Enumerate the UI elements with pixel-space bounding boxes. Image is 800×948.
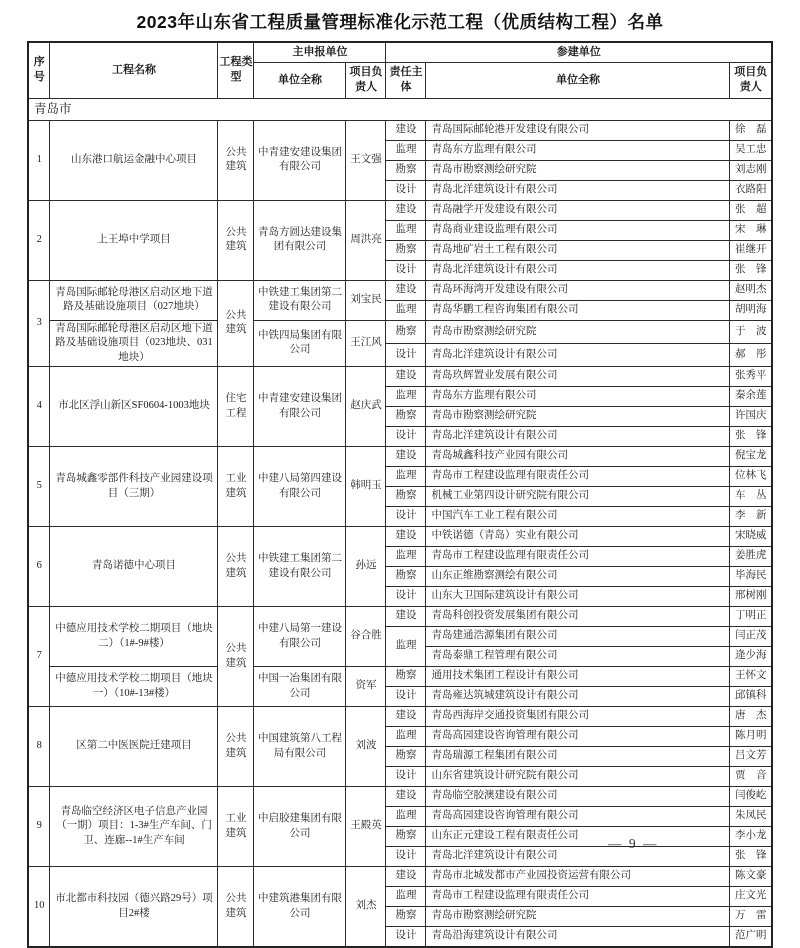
role-cell: 勘察 [386,160,426,180]
main-unit-cell: 中建八局第一建设有限公司 [254,607,346,667]
seq-cell: 2 [28,200,50,280]
participant-unit-cell: 青岛东方监理有限公司 [426,140,730,160]
header-seq: 序号 [28,42,50,98]
participant-unit-cell: 青岛市工程建设监理有限责任公司 [426,547,730,567]
seq-cell: 10 [28,867,50,948]
participant-unit-cell: 山东正元建设工程有限责任公司 [426,827,730,847]
main-unit-cell: 中青建安建设集团有限公司 [254,367,346,447]
project-name-cell: 青岛国际邮轮母港区启动区地下道路及基础设施项目（023地块、031地块） [50,320,218,366]
participant-unit-cell: 青岛沿海建筑设计有限公司 [426,927,730,948]
role-cell: 监理 [386,807,426,827]
section-city-label: 青岛市 [28,98,772,120]
project-name-cell: 山东港口航运金融中心项目 [50,120,218,200]
role-cell: 勘察 [386,567,426,587]
seq-cell: 8 [28,707,50,787]
participant-leader-cell: 宋晓威 [730,527,772,547]
participant-leader-cell: 倪宝龙 [730,447,772,467]
role-cell: 监理 [386,140,426,160]
participant-unit-cell: 青岛北洋建筑设计有限公司 [426,427,730,447]
header-main-applicant-group: 主申报单位 [254,42,386,63]
main-leader-cell: 孙远 [346,527,386,607]
participant-unit-cell: 青岛北洋建筑设计有限公司 [426,847,730,867]
role-cell: 勘察 [386,667,426,687]
main-unit-cell: 中建筑港集团有限公司 [254,867,346,948]
participant-unit-cell: 青岛泰鼎工程管理有限公司 [426,647,730,667]
role-cell: 设计 [386,767,426,787]
participant-leader-cell: 秦余莲 [730,387,772,407]
main-unit-cell: 中铁建工集团第二建设有限公司 [254,280,346,320]
role-cell: 设计 [386,687,426,707]
participant-unit-cell: 青岛市勘察测绘研究院 [426,907,730,927]
main-unit-cell: 青岛方圆达建设集团有限公司 [254,200,346,280]
participant-unit-cell: 青岛地矿岩土工程有限公司 [426,240,730,260]
participant-leader-cell: 崔继开 [730,240,772,260]
projects-table [27,41,773,948]
participant-unit-cell: 青岛高园建设咨询管理有限公司 [426,807,730,827]
main-leader-cell: 王文强 [346,120,386,200]
participant-leader-cell: 李小龙 [730,827,772,847]
participant-unit-cell: 山东大卫国际建筑设计有限公司 [426,587,730,607]
seq-cell: 5 [28,447,50,527]
participant-unit-cell: 青岛北洋建筑设计有限公司 [426,180,730,200]
project-name-cell: 中德应用技术学校二期项目（地块二）（1#-9#楼） [50,607,218,667]
participant-leader-cell: 王怀文 [730,667,772,687]
header-unit-name: 单位全称 [426,63,730,98]
participant-leader-cell: 万 雷 [730,907,772,927]
header-project-type: 工程类型 [218,42,254,98]
main-unit-cell: 中青建安建设集团有限公司 [254,120,346,200]
participant-unit-cell: 山东正维勘察测绘有限公司 [426,567,730,587]
participant-unit-cell: 青岛国际邮轮港开发建设有限公司 [426,120,730,140]
role-cell: 建设 [386,367,426,387]
participant-unit-cell: 中铁诺德（青岛）实业有限公司 [426,527,730,547]
participant-unit-cell: 青岛高园建设咨询管理有限公司 [426,727,730,747]
table-body [28,98,772,947]
role-cell: 监理 [386,220,426,240]
participant-leader-cell: 位林飞 [730,467,772,487]
seq-cell: 1 [28,120,50,200]
table-row [28,787,772,807]
project-name-cell: 上王埠中学项目 [50,200,218,280]
role-cell: 建设 [386,607,426,627]
header-main-leader: 项目负责人 [346,63,386,98]
participant-leader-cell: 陈月明 [730,727,772,747]
role-cell: 勘察 [386,320,426,343]
header-row-1 [28,42,772,63]
participant-leader-cell: 贾 音 [730,767,772,787]
table-row [28,280,772,300]
participant-leader-cell: 陈文豪 [730,867,772,887]
project-type-cell: 公共建筑 [218,867,254,948]
table-row [28,867,772,887]
participant-leader-cell: 闫俊屹 [730,787,772,807]
role-cell: 设计 [386,260,426,280]
main-leader-cell: 赵庆武 [346,367,386,447]
participant-unit-cell: 通用技术集团工程设计有限公司 [426,667,730,687]
role-cell: 建设 [386,200,426,220]
participant-unit-cell: 青岛市勘察测绘研究院 [426,320,730,343]
participant-leader-cell: 徐 磊 [730,120,772,140]
project-type-cell: 公共建筑 [218,607,254,707]
role-cell: 勘察 [386,240,426,260]
role-cell: 设计 [386,427,426,447]
participant-leader-cell: 毕海民 [730,567,772,587]
main-leader-cell: 王殿英 [346,787,386,867]
main-leader-cell: 谷合胜 [346,607,386,667]
participant-unit-cell: 青岛瑞源工程集团有限公司 [426,747,730,767]
role-cell: 监理 [386,887,426,907]
participant-leader-cell: 丁明正 [730,607,772,627]
role-cell: 监理 [386,727,426,747]
participant-unit-cell: 机械工业第四设计研究院有限公司 [426,487,730,507]
participant-leader-cell: 朱凤民 [730,807,772,827]
participant-leader-cell: 胡明海 [730,300,772,320]
project-name-cell: 区第二中医医院迁建项目 [50,707,218,787]
participant-unit-cell: 青岛市勘察测绘研究院 [426,407,730,427]
seq-cell: 3 [28,280,50,366]
project-name-cell: 市北都市科技园（德兴路29号）项目2#楼 [50,867,218,948]
role-cell: 建设 [386,447,426,467]
seq-cell: 7 [28,607,50,707]
participant-leader-cell: 车 丛 [730,487,772,507]
seq-cell: 6 [28,527,50,607]
main-leader-cell: 王江风 [346,320,386,366]
role-cell: 建设 [386,527,426,547]
participant-unit-cell: 青岛环海湾开发建设有限公司 [426,280,730,300]
participant-leader-cell: 闫正茂 [730,627,772,647]
table-row [28,607,772,627]
project-type-cell: 公共建筑 [218,527,254,607]
participant-unit-cell: 青岛市工程建设监理有限责任公司 [426,467,730,487]
project-type-cell: 工业建筑 [218,447,254,527]
role-cell: 设计 [386,507,426,527]
main-leader-cell: 刘杰 [346,867,386,948]
participant-unit-cell: 青岛雍达筑城建筑设计有限公司 [426,687,730,707]
header-leader: 项目负责人 [730,63,772,98]
participant-leader-cell: 邱镇科 [730,687,772,707]
project-name-cell: 青岛国际邮轮母港区启动区地下道路及基础设施项目（027地块） [50,280,218,320]
role-cell: 建设 [386,867,426,887]
participant-leader-cell: 吕文芳 [730,747,772,767]
role-cell: 监理 [386,387,426,407]
main-unit-cell: 中铁建工集团第二建设有限公司 [254,527,346,607]
project-type-cell: 公共建筑 [218,280,254,366]
participant-unit-cell: 青岛城鑫科技产业园有限公司 [426,447,730,467]
main-leader-cell: 韩明玉 [346,447,386,527]
participant-unit-cell: 青岛市勘察测绘研究院 [426,160,730,180]
project-name-cell: 青岛城鑫零部件科技产业园建设项目（三期） [50,447,218,527]
participant-unit-cell: 山东省建筑设计研究院有限公司 [426,767,730,787]
participant-leader-cell: 张 锋 [730,260,772,280]
main-unit-cell: 中铁四局集团有限公司 [254,320,346,366]
main-leader-cell: 刘宝民 [346,280,386,320]
role-cell: 设计 [386,180,426,200]
seq-cell: 4 [28,367,50,447]
participant-unit-cell: 青岛融学开发建设有限公司 [426,200,730,220]
role-cell: 监理 [386,300,426,320]
table-row [28,527,772,547]
project-type-cell: 公共建筑 [218,707,254,787]
table-header [28,42,772,98]
main-unit-cell: 中国一冶集团有限公司 [254,667,346,707]
table-row [28,200,772,220]
participant-leader-cell: 李 新 [730,507,772,527]
participant-leader-cell: 庄文光 [730,887,772,907]
main-leader-cell: 周洪亮 [346,200,386,280]
participant-leader-cell: 张 锋 [730,847,772,867]
participant-leader-cell: 唐 杰 [730,707,772,727]
role-cell: 勘察 [386,407,426,427]
role-cell: 勘察 [386,827,426,847]
participant-leader-cell: 许国庆 [730,407,772,427]
table-row [28,120,772,140]
participant-unit-cell: 中国汽车工业工程有限公司 [426,507,730,527]
main-leader-cell: 资军 [346,667,386,707]
participant-unit-cell: 青岛玖辉置业发展有限公司 [426,367,730,387]
header-main-unit-name: 单位全称 [254,63,346,98]
main-unit-cell: 中国建筑第八工程局有限公司 [254,707,346,787]
role-cell: 建设 [386,280,426,300]
seq-cell: 9 [28,787,50,867]
main-unit-cell: 中建八局第四建设有限公司 [254,447,346,527]
header-participants-group: 参建单位 [386,42,772,63]
table-row [28,367,772,387]
role-cell: 监理 [386,627,426,667]
participant-leader-cell: 郝 彤 [730,343,772,366]
participant-leader-cell: 张 锋 [730,427,772,447]
participant-unit-cell: 青岛北洋建筑设计有限公司 [426,260,730,280]
participant-unit-cell: 青岛西海岸交通投资集团有限公司 [426,707,730,727]
table-row [28,320,772,343]
page-title: 2023年山东省工程质量管理标准化示范工程（优质结构工程）名单 [136,12,664,32]
participant-unit-cell: 青岛市北城发都市产业园投资运营有限公司 [426,867,730,887]
table-row [28,667,772,687]
participant-leader-cell: 邢树刚 [730,587,772,607]
participant-leader-cell: 赵明杰 [730,280,772,300]
role-cell: 监理 [386,547,426,567]
role-cell: 勘察 [386,487,426,507]
participant-leader-cell: 吴工忠 [730,140,772,160]
project-type-cell: 住宅工程 [218,367,254,447]
participant-unit-cell: 青岛华鹏工程咨询集团有限公司 [426,300,730,320]
participant-leader-cell: 于 波 [730,320,772,343]
page-number: — 9 — [608,836,659,851]
participant-unit-cell: 青岛北洋建筑设计有限公司 [426,343,730,366]
table-row [28,707,772,727]
project-type-cell: 公共建筑 [218,200,254,280]
participant-unit-cell: 青岛建通浩源集团有限公司 [426,627,730,647]
project-name-cell: 青岛诺德中心项目 [50,527,218,607]
project-name-cell: 中德应用技术学校二期项目（地块一）（10#-13#楼） [50,667,218,707]
participant-leader-cell: 范广明 [730,927,772,948]
role-cell: 建设 [386,787,426,807]
participant-leader-cell: 逄少海 [730,647,772,667]
project-name-cell: 青岛临空经济区电子信息产业园（一期）项目：1-3#生产车间、门卫、连廊--1#生产车间 [50,787,218,867]
participant-unit-cell: 青岛东方监理有限公司 [426,387,730,407]
project-type-cell: 公共建筑 [218,120,254,200]
main-leader-cell: 刘波 [346,707,386,787]
participant-leader-cell: 衣路阳 [730,180,772,200]
role-cell: 建设 [386,707,426,727]
role-cell: 勘察 [386,747,426,767]
section-row [28,98,772,120]
participant-leader-cell: 张 超 [730,200,772,220]
role-cell: 设计 [386,343,426,366]
role-cell: 建设 [386,120,426,140]
role-cell: 设计 [386,587,426,607]
participant-leader-cell: 张秀平 [730,367,772,387]
role-cell: 勘察 [386,907,426,927]
table-row [28,447,772,467]
header-project-name: 工程名称 [50,42,218,98]
participant-leader-cell: 宋 琳 [730,220,772,240]
role-cell: 监理 [386,467,426,487]
participant-leader-cell: 姜胜虎 [730,547,772,567]
participant-unit-cell: 青岛商业建设监理有限公司 [426,220,730,240]
project-type-cell: 工业建筑 [218,787,254,867]
participant-unit-cell: 青岛市工程建设监理有限责任公司 [426,887,730,907]
project-name-cell: 市北区浮山新区SF0604-1003地块 [50,367,218,447]
participant-unit-cell: 青岛临空胶澳建设有限公司 [426,787,730,807]
participant-leader-cell: 刘志刚 [730,160,772,180]
role-cell: 设计 [386,847,426,867]
participant-unit-cell: 青岛科创投资发展集团有限公司 [426,607,730,627]
header-responsibility: 责任主体 [386,63,426,98]
role-cell: 设计 [386,927,426,948]
main-unit-cell: 中启胶建集团有限公司 [254,787,346,867]
